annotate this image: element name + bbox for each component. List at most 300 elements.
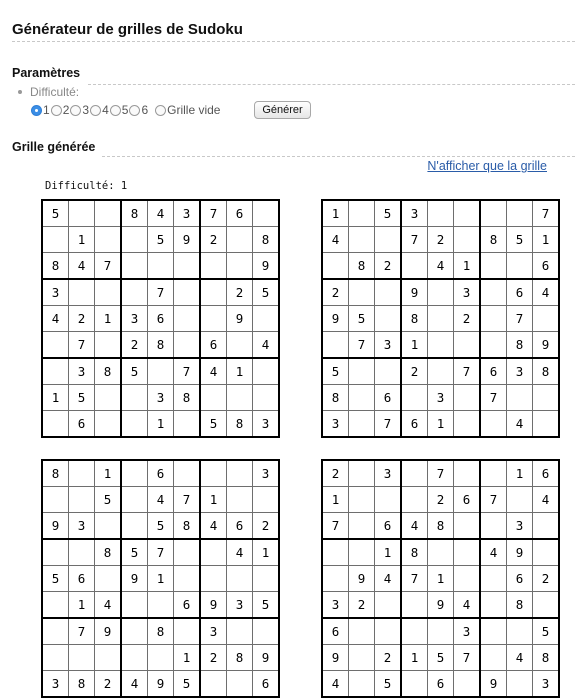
grid-cell — [121, 618, 148, 645]
grid-cell — [401, 460, 428, 487]
radio-label: 1 — [43, 103, 50, 117]
grid-cell: 4 — [428, 253, 454, 280]
grid-cell: 3 — [253, 411, 280, 438]
grid-cell: 4 — [95, 592, 122, 619]
grid-cell: 4 — [148, 200, 174, 227]
grid-cell: 8 — [507, 332, 533, 359]
grid-cell — [322, 566, 349, 592]
grid-cell — [174, 618, 201, 645]
grid-cell — [121, 460, 148, 487]
grid-cell — [200, 539, 227, 566]
grid-cell: 2 — [121, 332, 148, 359]
grid-cell — [454, 385, 481, 411]
difficulty-row — [18, 85, 79, 99]
grid-cell: 8 — [174, 513, 201, 540]
grid-cell — [174, 332, 201, 359]
grid-row — [322, 618, 559, 645]
radio-label: 6 — [141, 103, 149, 117]
grid-cell: 2 — [322, 279, 349, 306]
grid-cell: 3 — [322, 411, 349, 438]
grid-cell — [375, 358, 402, 385]
grid-cell: 5 — [375, 200, 402, 227]
grid-cell — [454, 513, 481, 540]
grid-cell — [428, 200, 454, 227]
grid-row — [322, 513, 559, 540]
grid-cell — [533, 592, 560, 619]
generate-button[interactable]: Générer — [254, 101, 311, 119]
grid-cell — [148, 358, 174, 385]
grid-cell: 4 — [227, 539, 253, 566]
grid-cell — [227, 566, 253, 592]
grid-cell: 3 — [148, 385, 174, 411]
grid-cell — [95, 645, 122, 671]
grid-cell — [42, 539, 69, 566]
grid-cell: 9 — [507, 539, 533, 566]
grid-cell: 8 — [42, 253, 69, 280]
grid-cell: 9 — [322, 645, 349, 671]
grid-cell: 6 — [253, 671, 280, 698]
grid-cell — [533, 539, 560, 566]
grid-cell: 7 — [428, 460, 454, 487]
grid-cell — [401, 385, 428, 411]
grid-cell: 3 — [227, 592, 253, 619]
grid-cell — [42, 618, 69, 645]
grid-cell: 1 — [148, 566, 174, 592]
grid-cell — [42, 645, 69, 671]
grid-cell: 1 — [401, 645, 428, 671]
grid-cell: 2 — [375, 253, 402, 280]
grid-cell — [42, 592, 69, 619]
grid-cell: 9 — [428, 592, 454, 619]
grid-cell — [121, 487, 148, 513]
grid-cell — [200, 671, 227, 698]
grid-cell — [174, 566, 201, 592]
grid-cell — [69, 279, 95, 306]
grid-cell — [227, 253, 253, 280]
grid-cell: 3 — [454, 618, 481, 645]
grid-row — [322, 645, 559, 671]
grid-cell: 4 — [148, 487, 174, 513]
grid-cell — [227, 618, 253, 645]
grid-cell — [148, 645, 174, 671]
grid-cell: 6 — [227, 200, 253, 227]
grid-cell — [375, 306, 402, 332]
grid-cell: 3 — [121, 306, 148, 332]
grid-cell — [349, 487, 375, 513]
grid-cell: 4 — [200, 358, 227, 385]
grid-cell: 9 — [322, 306, 349, 332]
grid-cell: 1 — [253, 539, 280, 566]
grid-cell: 7 — [401, 227, 428, 253]
radio-label: 4 — [102, 103, 109, 117]
grid-cell — [200, 460, 227, 487]
difficulty-option-1[interactable] — [31, 103, 51, 117]
grid-cell: 8 — [507, 592, 533, 619]
grid-cell: 6 — [533, 253, 560, 280]
grid-cell — [121, 592, 148, 619]
grid-cell: 4 — [533, 279, 560, 306]
grid-cell: 1 — [428, 411, 454, 438]
grid-cell: 5 — [42, 566, 69, 592]
grid-cell: 4 — [322, 227, 349, 253]
grid-cell — [42, 487, 69, 513]
grid-cell: 5 — [95, 487, 122, 513]
grid-cell — [121, 279, 148, 306]
grid-cell: 6 — [174, 592, 201, 619]
grid-cell: 1 — [322, 200, 349, 227]
grid-cell: 6 — [428, 671, 454, 698]
grid-cell: 7 — [480, 487, 507, 513]
grid-cell: 1 — [507, 460, 533, 487]
grid-row — [322, 200, 559, 227]
grid-cell: 9 — [480, 671, 507, 698]
grid-cell: 8 — [69, 671, 95, 698]
sudoku-grid-4 — [321, 459, 560, 698]
grid-cell: 1 — [533, 227, 560, 253]
grid-cell — [42, 227, 69, 253]
grid-cell: 8 — [227, 411, 253, 438]
grid-cell — [253, 306, 280, 332]
grid-cell: 5 — [322, 358, 349, 385]
grid-cell: 4 — [69, 253, 95, 280]
params-section-title: Paramètres — [12, 66, 81, 80]
grid-cell: 3 — [454, 279, 481, 306]
grid-cell: 5 — [69, 385, 95, 411]
grid-cell: 1 — [69, 227, 95, 253]
difficulty-radio-group — [31, 101, 221, 119]
grid-cell: 2 — [428, 487, 454, 513]
grid-cell — [480, 332, 507, 359]
grid-cell: 8 — [401, 539, 428, 566]
grid-cell: 5 — [507, 227, 533, 253]
bullet-icon — [18, 90, 22, 94]
grid-cell: 4 — [507, 645, 533, 671]
grid-cell: 6 — [375, 385, 402, 411]
grid-cell: 3 — [253, 460, 280, 487]
grid-cell — [227, 671, 253, 698]
difficulty-option-4[interactable] — [90, 103, 110, 117]
grid-cell: 1 — [401, 332, 428, 359]
grid-cell — [454, 671, 481, 698]
grid-cell: 8 — [349, 253, 375, 280]
grid-cell: 5 — [121, 358, 148, 385]
grid-cell: 2 — [253, 513, 280, 540]
grid-cell: 5 — [533, 618, 560, 645]
grid-cell: 5 — [428, 645, 454, 671]
grid-cell: 6 — [322, 618, 349, 645]
grid-cell — [454, 566, 481, 592]
grid-row — [42, 385, 279, 411]
grid-cell: 3 — [533, 671, 560, 698]
grid-cell — [227, 227, 253, 253]
grid-cell — [480, 411, 507, 438]
grid-cell: 2 — [200, 645, 227, 671]
grid-cell: 4 — [533, 487, 560, 513]
grid-cell: 2 — [95, 671, 122, 698]
difficulty-option-3[interactable] — [70, 103, 90, 117]
grid-cell — [95, 385, 122, 411]
grid-cell: 6 — [227, 513, 253, 540]
grid-cell — [507, 385, 533, 411]
grid-cell — [174, 460, 201, 487]
grid-row — [322, 671, 559, 698]
grid-cell — [148, 592, 174, 619]
grid-cell: 6 — [148, 306, 174, 332]
grid-cell: 4 — [401, 513, 428, 540]
grid-cell — [375, 227, 402, 253]
grid-cell: 1 — [200, 487, 227, 513]
radio-label: Grille vide — [167, 103, 221, 117]
grid-cell — [428, 539, 454, 566]
grid-cell: 4 — [375, 566, 402, 592]
grid-cell — [174, 306, 201, 332]
grid-row — [322, 487, 559, 513]
grid-cell: 9 — [148, 671, 174, 698]
grid-cell: 5 — [148, 227, 174, 253]
grid-cell: 5 — [42, 200, 69, 227]
grid-cell — [121, 385, 148, 411]
title-divider — [12, 41, 575, 42]
grid-cell: 8 — [428, 513, 454, 540]
grid-row — [322, 332, 559, 359]
grid-cell — [69, 460, 95, 487]
grid-row — [42, 645, 279, 671]
grid-cell — [349, 618, 375, 645]
grid-cell: 2 — [349, 592, 375, 619]
grid-row — [42, 487, 279, 513]
grid-cell: 8 — [227, 645, 253, 671]
grid-cell: 7 — [533, 200, 560, 227]
grid-cell — [507, 253, 533, 280]
grid-cell: 8 — [480, 227, 507, 253]
grid-cell: 8 — [148, 332, 174, 359]
grid-cell: 4 — [454, 592, 481, 619]
grid-cell: 8 — [533, 645, 560, 671]
grid-cell: 4 — [480, 539, 507, 566]
grid-cell — [480, 645, 507, 671]
grid-cell — [322, 253, 349, 280]
grid-cell: 7 — [148, 279, 174, 306]
grid-cell — [349, 513, 375, 540]
grid-cell — [375, 487, 402, 513]
grid-cell — [69, 487, 95, 513]
grid-cell: 4 — [200, 513, 227, 540]
grid-cell: 1 — [454, 253, 481, 280]
grid-row — [42, 306, 279, 332]
difficulty-option-2[interactable] — [51, 103, 71, 117]
grid-cell: 4 — [507, 411, 533, 438]
grid-cell — [480, 200, 507, 227]
grid-cell: 4 — [322, 671, 349, 698]
grid-row — [42, 227, 279, 253]
grid-cell — [533, 411, 560, 438]
grid-row — [322, 358, 559, 385]
show-grid-only-link[interactable]: N'afficher que la grille — [427, 159, 547, 173]
grid-cell — [174, 279, 201, 306]
grid-cell: 5 — [121, 539, 148, 566]
grid-cell: 7 — [454, 358, 481, 385]
grid-cell: 3 — [174, 200, 201, 227]
grid-row — [42, 566, 279, 592]
grid-row — [322, 306, 559, 332]
grid-cell: 1 — [95, 460, 122, 487]
grid-cell: 8 — [95, 539, 122, 566]
grid-cell — [227, 460, 253, 487]
grid-row — [42, 332, 279, 359]
grid-cell: 2 — [200, 227, 227, 253]
grid-cell — [428, 358, 454, 385]
grid-cell — [42, 358, 69, 385]
params-divider — [88, 84, 575, 85]
grid-cell: 3 — [401, 200, 428, 227]
grid-cell: 9 — [253, 253, 280, 280]
grid-cell — [200, 279, 227, 306]
grid-cell: 3 — [507, 358, 533, 385]
grid-cell: 6 — [200, 332, 227, 359]
grid-cell: 6 — [401, 411, 428, 438]
grid-cell — [227, 385, 253, 411]
grid-cell: 6 — [375, 513, 402, 540]
generated-divider — [102, 156, 575, 157]
grid-cell — [253, 358, 280, 385]
grid-cell — [401, 592, 428, 619]
grid-cell: 8 — [174, 385, 201, 411]
grid-cell — [375, 592, 402, 619]
grid-cell — [121, 411, 148, 438]
grid-cell: 7 — [375, 411, 402, 438]
grid-cell: 3 — [322, 592, 349, 619]
grid-cell: 7 — [507, 306, 533, 332]
grid-row — [42, 592, 279, 619]
grid-cell: 1 — [148, 411, 174, 438]
radio-label: 2 — [62, 103, 70, 117]
grid-cell: 1 — [428, 566, 454, 592]
generated-section-title: Grille générée — [12, 140, 96, 154]
grid-cell — [200, 306, 227, 332]
radio-button[interactable] — [31, 105, 42, 116]
difficulty-caption: Difficulté: 1 — [45, 180, 128, 192]
grid-row — [322, 253, 559, 280]
grid-row — [322, 279, 559, 306]
grid-cell: 7 — [174, 487, 201, 513]
grid-cell: 2 — [533, 566, 560, 592]
grid-cell: 9 — [349, 566, 375, 592]
radio-label: 3 — [82, 103, 90, 117]
grid-cell: 4 — [121, 671, 148, 698]
grid-row — [322, 227, 559, 253]
grid-cell: 9 — [533, 332, 560, 359]
radio-button[interactable] — [110, 105, 121, 116]
grid-cell: 2 — [69, 306, 95, 332]
grid-cell: 9 — [174, 227, 201, 253]
grid-cell: 1 — [42, 385, 69, 411]
grid-cell: 8 — [322, 385, 349, 411]
grid-cell: 9 — [253, 645, 280, 671]
difficulty-option-5[interactable] — [110, 103, 130, 117]
grid-row — [42, 358, 279, 385]
grid-cell: 1 — [375, 539, 402, 566]
grid-cell: 1 — [95, 306, 122, 332]
grid-cell: 9 — [227, 306, 253, 332]
grid-cell: 8 — [42, 460, 69, 487]
radio-button[interactable] — [51, 105, 62, 116]
grid-cell — [480, 279, 507, 306]
grid-cell — [533, 513, 560, 540]
radio-button[interactable] — [155, 105, 166, 116]
grid-cell: 4 — [253, 332, 280, 359]
grid-cell: 7 — [349, 332, 375, 359]
grid-cell: 8 — [253, 227, 280, 253]
grid-cell: 7 — [174, 358, 201, 385]
grid-cell — [349, 200, 375, 227]
grid-cell — [480, 253, 507, 280]
grid-cell — [454, 460, 481, 487]
grid-cell — [349, 671, 375, 698]
grid-cell — [200, 385, 227, 411]
grid-row — [322, 411, 559, 438]
grid-row — [42, 671, 279, 698]
grid-cell — [322, 539, 349, 566]
grid-cell — [401, 487, 428, 513]
grid-cell: 6 — [454, 487, 481, 513]
grid-cell: 6 — [480, 358, 507, 385]
grid-cell: 9 — [95, 618, 122, 645]
grid-cell — [95, 566, 122, 592]
grid-cell: 5 — [200, 411, 227, 438]
grid-cell: 6 — [69, 411, 95, 438]
grid-cell — [69, 200, 95, 227]
difficulty-option-7[interactable] — [149, 103, 221, 117]
grid-cell: 3 — [507, 513, 533, 540]
difficulty-option-6[interactable] — [129, 103, 149, 117]
grid-cell — [507, 618, 533, 645]
grid-cell: 6 — [533, 460, 560, 487]
grid-row — [42, 460, 279, 487]
radio-button[interactable] — [129, 105, 140, 116]
grid-row — [42, 200, 279, 227]
grid-cell — [174, 253, 201, 280]
grid-cell — [533, 385, 560, 411]
grid-cell: 7 — [69, 618, 95, 645]
grid-cell: 2 — [401, 358, 428, 385]
grid-cell: 6 — [148, 460, 174, 487]
grid-cell: 3 — [428, 385, 454, 411]
grid-cell — [253, 200, 280, 227]
grid-cell — [253, 487, 280, 513]
grid-cell — [227, 487, 253, 513]
grid-cell — [95, 411, 122, 438]
grid-cell — [200, 253, 227, 280]
grid-cell — [121, 227, 148, 253]
grid-cell — [95, 513, 122, 540]
grid-cell: 1 — [322, 487, 349, 513]
grid-row — [42, 253, 279, 280]
radio-button[interactable] — [90, 105, 101, 116]
grid-cell: 7 — [480, 385, 507, 411]
grid-cell — [174, 539, 201, 566]
radio-button[interactable] — [70, 105, 81, 116]
grid-cell: 9 — [401, 279, 428, 306]
grid-cell: 2 — [375, 645, 402, 671]
grid-cell: 9 — [121, 566, 148, 592]
grid-cell — [349, 460, 375, 487]
grid-cell: 3 — [69, 358, 95, 385]
grid-cell — [253, 385, 280, 411]
grid-cell — [174, 411, 201, 438]
grid-cell — [42, 411, 69, 438]
grid-cell — [428, 306, 454, 332]
grid-cell: 7 — [148, 539, 174, 566]
